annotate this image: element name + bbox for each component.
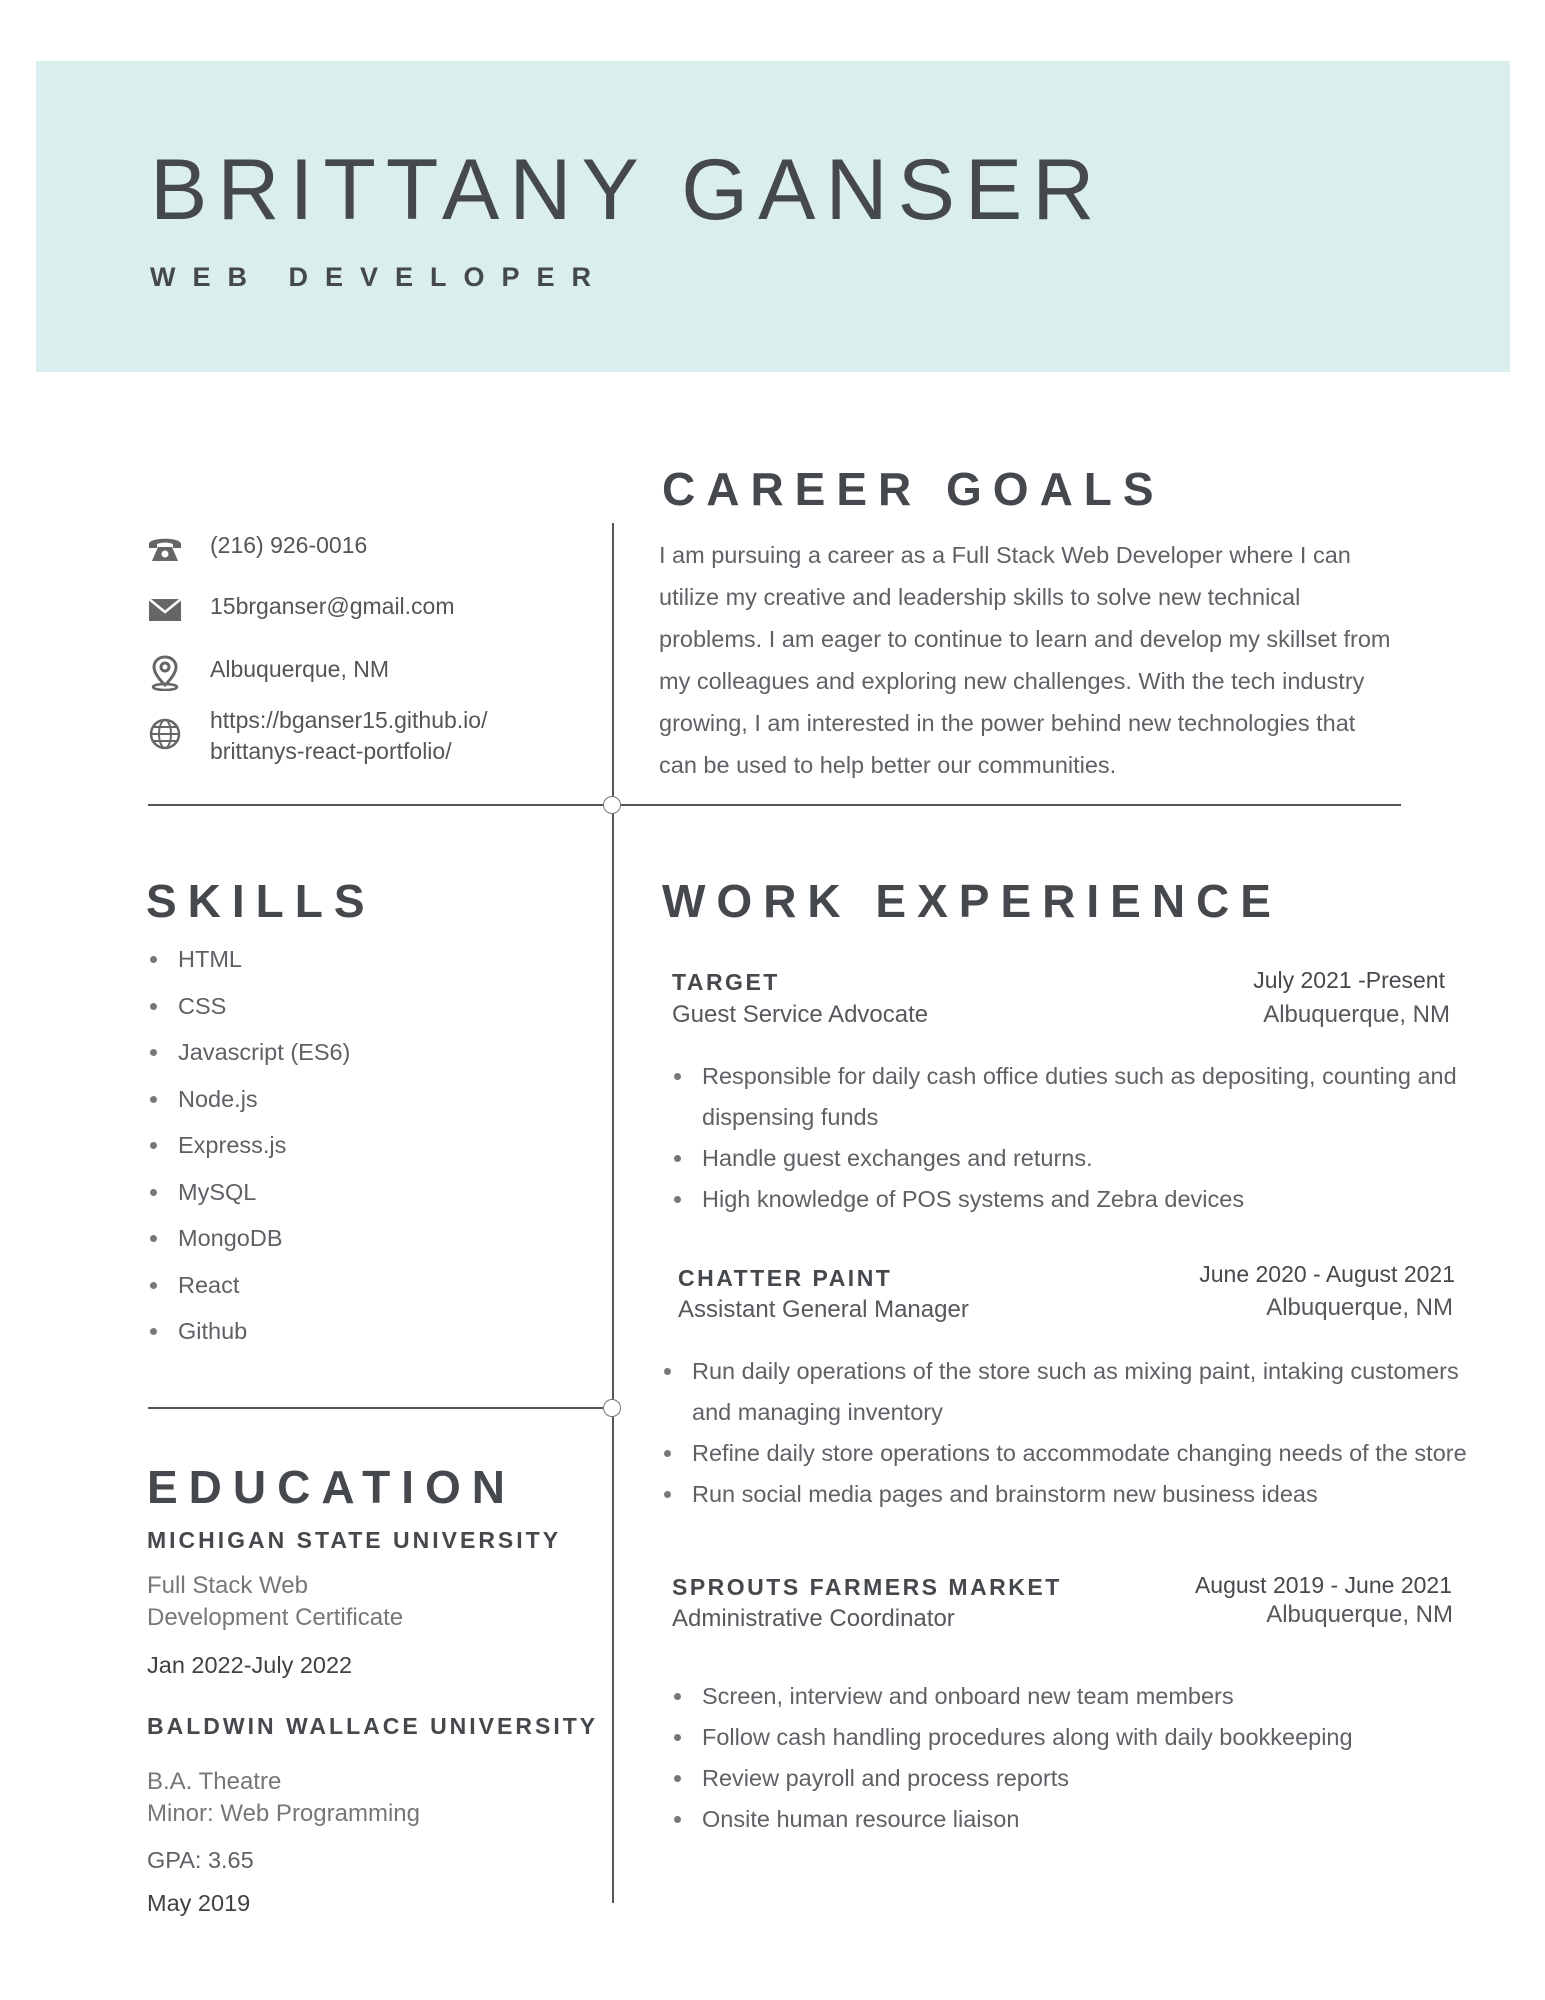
skill-item: Github [146, 1314, 350, 1361]
job-bullets [660, 1351, 1500, 1515]
email-address[interactable]: 15brganser@gmail.com [210, 593, 455, 619]
job-bullet [670, 1097, 1480, 1138]
degree-line: Development Certificate [147, 1604, 404, 1631]
job-role: Assistant General Manager [678, 1296, 969, 1323]
divider-dot-bottom [603, 1399, 621, 1417]
career-goals-line: utilize my creative and leadership skills to solve new technical [659, 584, 1301, 610]
career-goals-line: I am pursuing a career as a Full Stack Web Developer where I can [659, 542, 1351, 568]
education-date: May 2019 [147, 1890, 251, 1916]
skill-item: Javascript (ES6) [146, 1035, 350, 1082]
company-name: CHATTER PAINT [678, 1265, 893, 1291]
job-bullet [660, 1392, 1500, 1433]
work-experience-title: WORK EXPERIENCE [662, 875, 1282, 927]
skill-item: Express.js [146, 1128, 350, 1175]
job-dates: June 2020 - August 2021 [1199, 1261, 1455, 1287]
degree-line: Full Stack Web [147, 1572, 308, 1599]
education-date: Jan 2022-July 2022 [147, 1652, 353, 1678]
divider-top [148, 804, 1401, 806]
school-name: BALDWIN WALLACE UNIVERSITY [147, 1713, 599, 1739]
website-line-1: https://bganser15.github.io/ [210, 707, 488, 733]
job-bullet-continuation: and managing inventory [692, 1399, 943, 1425]
school-name: MICHIGAN STATE UNIVERSITY [147, 1527, 562, 1553]
job-bullet: High knowledge of POS systems and Zebra devices [670, 1179, 1480, 1220]
skill-item: MongoDB [146, 1221, 350, 1268]
job-bullets [670, 1056, 1480, 1220]
degree-text [147, 1570, 403, 1634]
skill-item: CSS [146, 989, 350, 1036]
job-bullets [670, 1676, 1480, 1840]
job-bullet: Handle guest exchanges and returns. [670, 1138, 1480, 1179]
company-name: SPROUTS FARMERS MARKET [672, 1574, 1062, 1600]
job-bullet: Review payroll and process reports [670, 1758, 1480, 1799]
divider-bottom [148, 1407, 612, 1409]
degree-line: B.A. Theatre [147, 1768, 282, 1795]
career-goals-line: problems. I am eager to continue to learn and develop my skillset from [659, 626, 1391, 652]
map-pin-icon [146, 654, 184, 692]
person-name: BRITTANY GANSER [150, 142, 1105, 238]
job-bullet: Run daily operations of the store such as mixing paint, intaking customers [660, 1351, 1500, 1392]
skill-item: HTML [146, 942, 350, 989]
website-link[interactable] [210, 705, 487, 767]
career-goals-title: CAREER GOALS [662, 463, 1165, 515]
skill-item: MySQL [146, 1175, 350, 1222]
job-dates: August 2019 - June 2021 [1194, 1572, 1452, 1598]
job-bullet: Follow cash handling procedures along with daily bookkeeping [670, 1717, 1480, 1758]
phone-icon [146, 530, 184, 568]
job-location: Albuquerque, NM [1263, 1001, 1450, 1028]
contact-website [146, 705, 487, 767]
degree-text [147, 1766, 420, 1830]
career-goals-line: can be used to help better our communities. [659, 752, 1117, 778]
job-bullet: Responsible for daily cash office duties such as depositing, counting and [670, 1056, 1480, 1097]
location-text: Albuquerque, NM [210, 656, 389, 682]
job-bullet: Screen, interview and onboard new team members [670, 1676, 1480, 1717]
skill-item: React [146, 1268, 350, 1315]
vertical-divider [612, 523, 614, 1903]
phone-number: (216) 926-0016 [210, 532, 368, 558]
education-title: EDUCATION [147, 1461, 517, 1513]
job-bullet-continuation: dispensing funds [702, 1104, 879, 1130]
envelope-icon [146, 591, 184, 629]
contact-location [146, 654, 389, 692]
job-bullet: Onsite human resource liaison [670, 1799, 1480, 1840]
job-bullet: Run social media pages and brainstorm new business ideas [660, 1474, 1500, 1515]
job-location: Albuquerque, NM [1266, 1601, 1453, 1628]
company-name: TARGET [672, 969, 780, 995]
job-location: Albuquerque, NM [1266, 1294, 1453, 1321]
job-bullet: Refine daily store operations to accommodate changing needs of the store [660, 1433, 1500, 1474]
skills-list [146, 942, 350, 1361]
career-goals-text [659, 534, 1429, 786]
job-role: Administrative Coordinator [672, 1605, 955, 1632]
skills-title: SKILLS [146, 875, 376, 927]
contact-email [146, 591, 455, 629]
skill-item: Node.js [146, 1082, 350, 1129]
job-title: WEB DEVELOPER [150, 262, 609, 292]
globe-icon [146, 715, 184, 753]
gpa-text: GPA: 3.65 [147, 1847, 254, 1873]
website-line-2: brittanys-react-portfolio/ [210, 738, 452, 764]
career-goals-line: growing, I am interested in the power behind new technologies that [659, 710, 1356, 736]
job-dates: July 2021 -Present [1253, 967, 1445, 993]
career-goals-line: my colleagues and exploring new challenges. With the tech industry [659, 668, 1365, 694]
job-role: Guest Service Advocate [672, 1001, 929, 1028]
degree-line: Minor: Web Programming [147, 1800, 420, 1827]
divider-dot-top [603, 796, 621, 814]
contact-phone [146, 530, 367, 568]
